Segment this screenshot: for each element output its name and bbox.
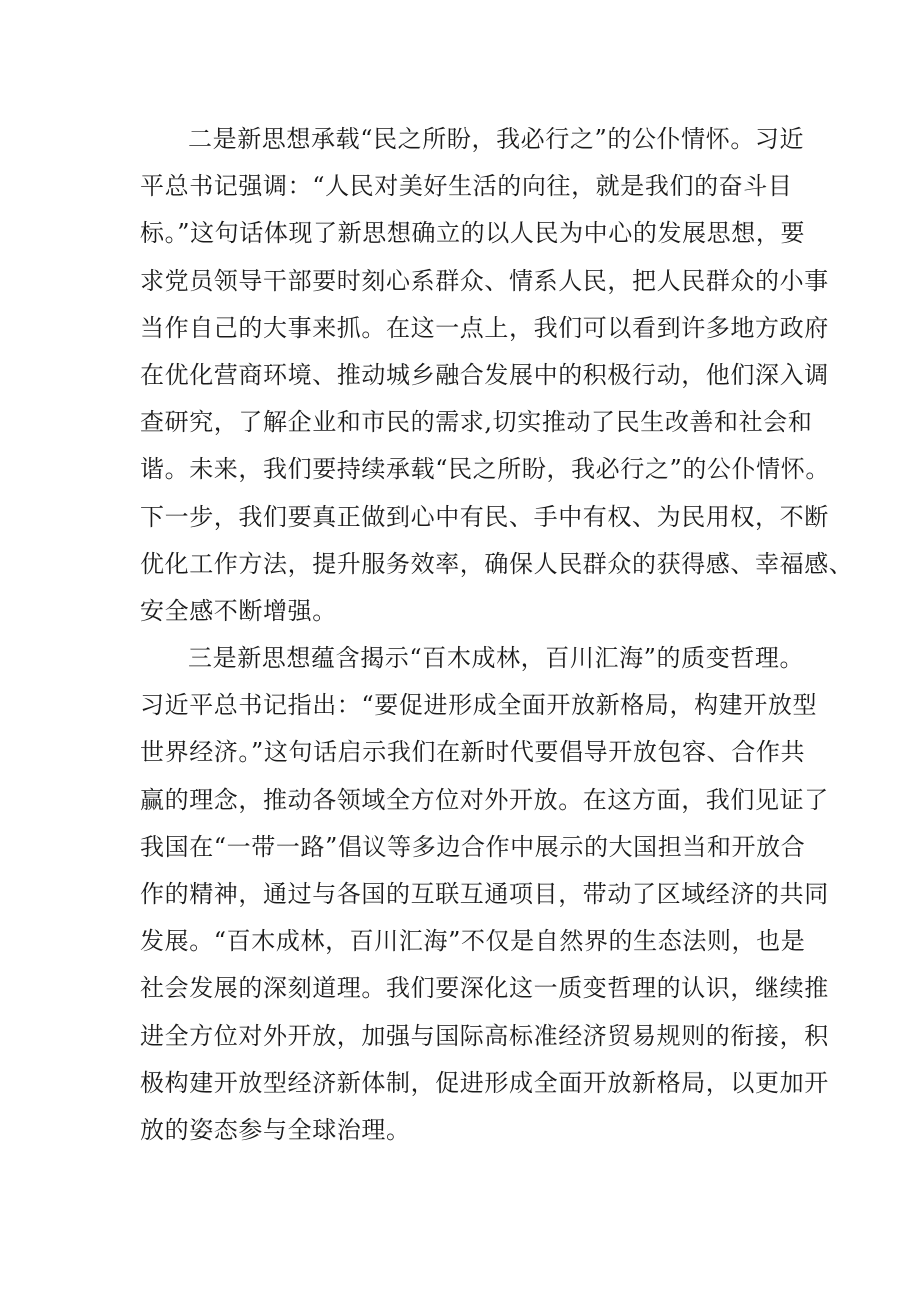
text-line: 发展。“百木成林，百川汇海”不仅是自然界的生态法则，也是 [140,927,806,956]
text-line: 查研究，了解企业和市民的需求,切实推动了民生改善和社会和 [140,408,813,437]
text-line: 极构建开放型经济新体制，促进形成全面开放新格局，以更加开 [140,1068,829,1097]
text-line: 求党员领导干部要时刻心系群众、情系人民，把人民群众的小事 [140,266,829,295]
text-line: 标。”这句话体现了新思想确立的以人民为中心的发展思想，要 [140,219,806,248]
text-line: 当作自己的大事来抓。在这一点上，我们可以看到许多地方政府 [140,313,829,342]
text-line: 社会发展的深刻道理。我们要深化这一质变哲理的认识，继续推 [140,974,829,1003]
text-line: 赢的理念，推动各领域全方位对外开放。在这方面，我们见证了 [140,785,829,814]
paragraph-3 [140,635,829,1154]
text-line: 二是新思想承载“民之所盼，我必行之”的公仆情怀。习近 [188,125,805,153]
text-line: 放的姿态参与全球治理。 [140,1115,411,1144]
text-line: 在优化营商环境、推动城乡融合发展中的积极行动，他们深入调 [140,360,829,389]
text-line: 安全感不断增强。 [140,596,337,625]
text-line: 作的精神，通过与各国的互联互通项目，带动了区域经济的共同 [140,880,829,908]
text-line: 进全方位对外开放，加强与国际高标准经济贸易规则的衔接，积 [140,1021,829,1050]
text-line: 三是新思想蕴含揭示“百木成林，百川汇海”的质变哲理。 [188,644,805,673]
text-line: 习近平总书记指出：“要促进形成全面开放新格局，构建开放型 [140,691,818,720]
text-line: 世界经济。”这句话启示我们在新时代要倡导开放包容、合作共 [140,738,806,767]
text-line: 我国在“一带一路”倡议等多边合作中展示的大国担当和开放合 [140,832,806,861]
document-body [140,116,854,1154]
text-line: 优化工作方法，提升服务效率，确保人民群众的获得感、幸福感、 [140,549,854,578]
text-line: 下一步，我们要真正做到心中有民、手中有权、为民用权，不断 [140,502,829,531]
text-line: 平总书记强调：“人民对美好生活的向往，就是我们的奋斗目 [140,172,793,201]
text-line: 谐。未来，我们要持续承载“民之所盼，我必行之”的公仆情怀。 [140,455,830,484]
paragraph-2 [140,116,854,635]
